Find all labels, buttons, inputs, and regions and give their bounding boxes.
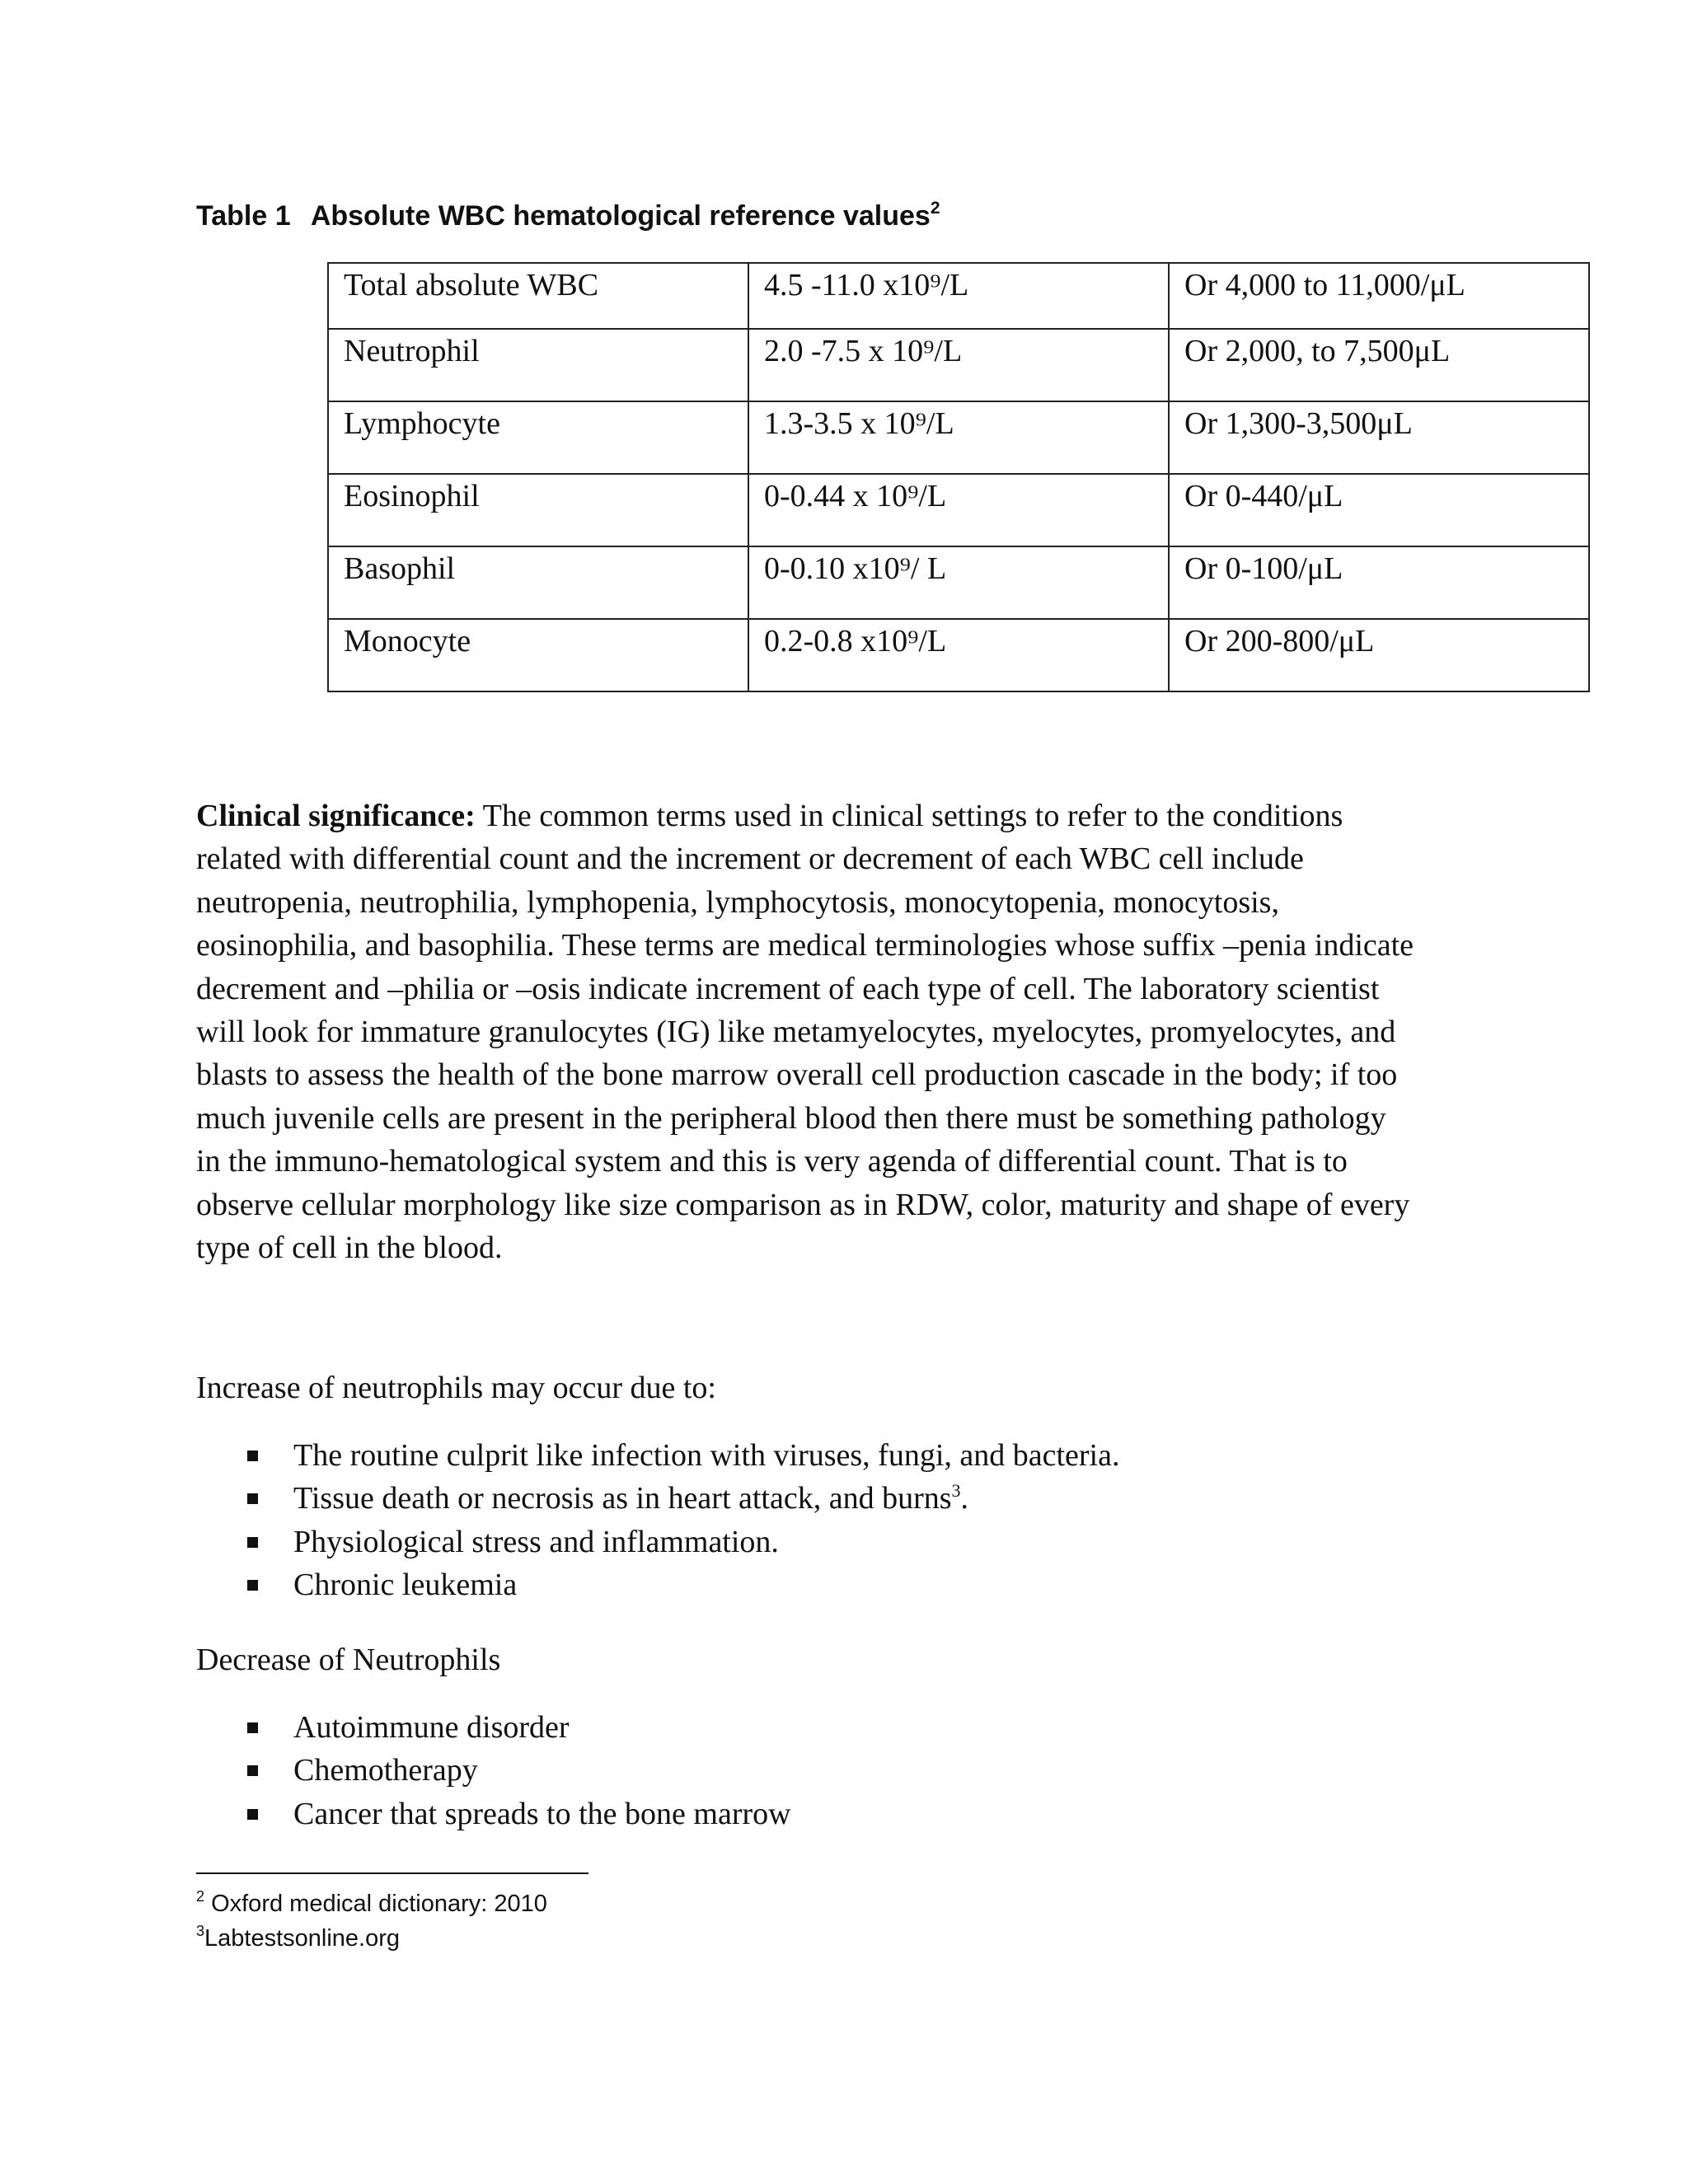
- table-row: [328, 474, 1589, 546]
- cell-cell-type: Eosinophil: [328, 474, 748, 546]
- cell-conventional-range: Or 4,000 to 11,000/μL: [1169, 263, 1589, 329]
- cell-conventional-range: Or 1,300-3,500μL: [1169, 401, 1589, 474]
- cell-cell-type: Lymphocyte: [328, 401, 748, 474]
- decrease-neutrophils-heading: Decrease of Neutrophils: [196, 1643, 501, 1677]
- cell-conventional-range: Or 2,000, to 7,500μL: [1169, 329, 1589, 401]
- square-bullet-icon: [247, 1537, 258, 1548]
- table-caption: [196, 194, 940, 237]
- reference-values-table: [327, 262, 1590, 692]
- footnote-3: $^3$Labtestsonline.org: [196, 1923, 401, 1952]
- list-item: Autoimmune disorder: [196, 1706, 791, 1749]
- list-item: Chronic leukemia: [196, 1563, 1119, 1606]
- list-item: Tissue death or necrosis as in heart attack, and burns$^3$.: [196, 1477, 1119, 1520]
- cell-cell-type: Total absolute WBC: [328, 263, 748, 329]
- paragraph-line: in the immuno-hematological system and this is very agenda of differential count. That is to: [196, 1144, 1348, 1179]
- paragraph-line: much juvenile cells are present in the peripheral blood then there must be something pathology: [196, 1100, 1386, 1136]
- paragraph-line: will look for immature granulocytes (IG) like metamyelocytes, myelocytes, promyelocytes, and: [196, 1015, 1396, 1050]
- footnote-separator: [196, 1872, 588, 1874]
- paragraph-line: decrement and –philia or –osis indicate increment of each type of cell. The laboratory scientist: [196, 971, 1380, 1006]
- decrease-causes-list: [196, 1706, 791, 1835]
- paragraph-line: blasts to assess the health of the bone marrow overall cell production cascade in the body; if too: [196, 1057, 1398, 1093]
- cell-conventional-range: Or 200-800/μL: [1169, 619, 1589, 691]
- cell-si-range: 2.0 -7.5 x 10⁹/L: [748, 329, 1169, 401]
- square-bullet-icon: [247, 1451, 258, 1461]
- footnote-2: $^2$ Oxford medical dictionary: 2010: [196, 1888, 547, 1917]
- clinical-significance-paragraph: [196, 794, 1482, 1269]
- cell-cell-type: Basophil: [328, 546, 748, 619]
- square-bullet-icon: [247, 1809, 258, 1820]
- cell-si-range: 0-0.10 x10⁹/ L: [748, 546, 1169, 619]
- footnote-number: 3: [196, 1923, 205, 1939]
- paragraph-line: neutropenia, neutrophilia, lymphopenia, lymphocytosis, monocytopenia, monocytosis,: [196, 884, 1279, 920]
- table-row: [328, 401, 1589, 474]
- table-row: [328, 619, 1589, 691]
- list-item: Cancer that spreads to the bone marrow: [196, 1793, 791, 1835]
- table-caption-label: Table 1: [196, 200, 291, 232]
- clinical-significance-label: Clinical significance:: [196, 799, 476, 833]
- cell-cell-type: Neutrophil: [328, 329, 748, 401]
- cell-si-range: 4.5 -11.0 x10⁹/L: [748, 263, 1169, 329]
- table-caption-ref: 2: [930, 199, 940, 218]
- paragraph-line: Clinical significance: The common terms used in clinical settings to refer to the conditions: [196, 799, 1343, 833]
- table-row: [328, 329, 1589, 401]
- table-row: [328, 263, 1589, 329]
- cell-conventional-range: Or 0-440/μL: [1169, 474, 1589, 546]
- cell-si-range: 1.3-3.5 x 10⁹/L: [748, 401, 1169, 474]
- table-caption-title: Absolute WBC hematological reference values: [310, 200, 931, 232]
- cell-si-range: 0.2-0.8 x10⁹/L: [748, 619, 1169, 691]
- list-item: The routine culprit like infection with viruses, fungi, and bacteria.: [196, 1434, 1119, 1477]
- square-bullet-icon: [247, 1765, 258, 1776]
- footnote-ref: 3: [951, 1480, 961, 1502]
- paragraph-line: eosinophilia, and basophilia. These terms are medical terminologies whose suffix –penia indicate: [196, 928, 1414, 963]
- increase-causes-list: [196, 1434, 1119, 1607]
- paragraph-line: type of cell in the blood.: [196, 1230, 503, 1266]
- square-bullet-icon: [247, 1580, 258, 1591]
- paragraph-line: observe cellular morphology like size comparison as in RDW, color, maturity and shape of every: [196, 1187, 1410, 1222]
- list-item: Chemotherapy: [196, 1749, 791, 1792]
- cell-cell-type: Monocyte: [328, 619, 748, 691]
- cell-si-range: 0-0.44 x 10⁹/L: [748, 474, 1169, 546]
- paragraph-line: related with differential count and the increment or decrement of each WBC cell include: [196, 841, 1304, 877]
- cell-conventional-range: Or 0-100/μL: [1169, 546, 1589, 619]
- increase-neutrophils-heading: Increase of neutrophils may occur due to:: [196, 1371, 716, 1405]
- square-bullet-icon: [247, 1493, 258, 1504]
- square-bullet-icon: [247, 1722, 258, 1733]
- footnote-number: 2: [196, 1888, 205, 1905]
- list-item: Physiological stress and inflammation.: [196, 1521, 1119, 1563]
- table-row: [328, 546, 1589, 619]
